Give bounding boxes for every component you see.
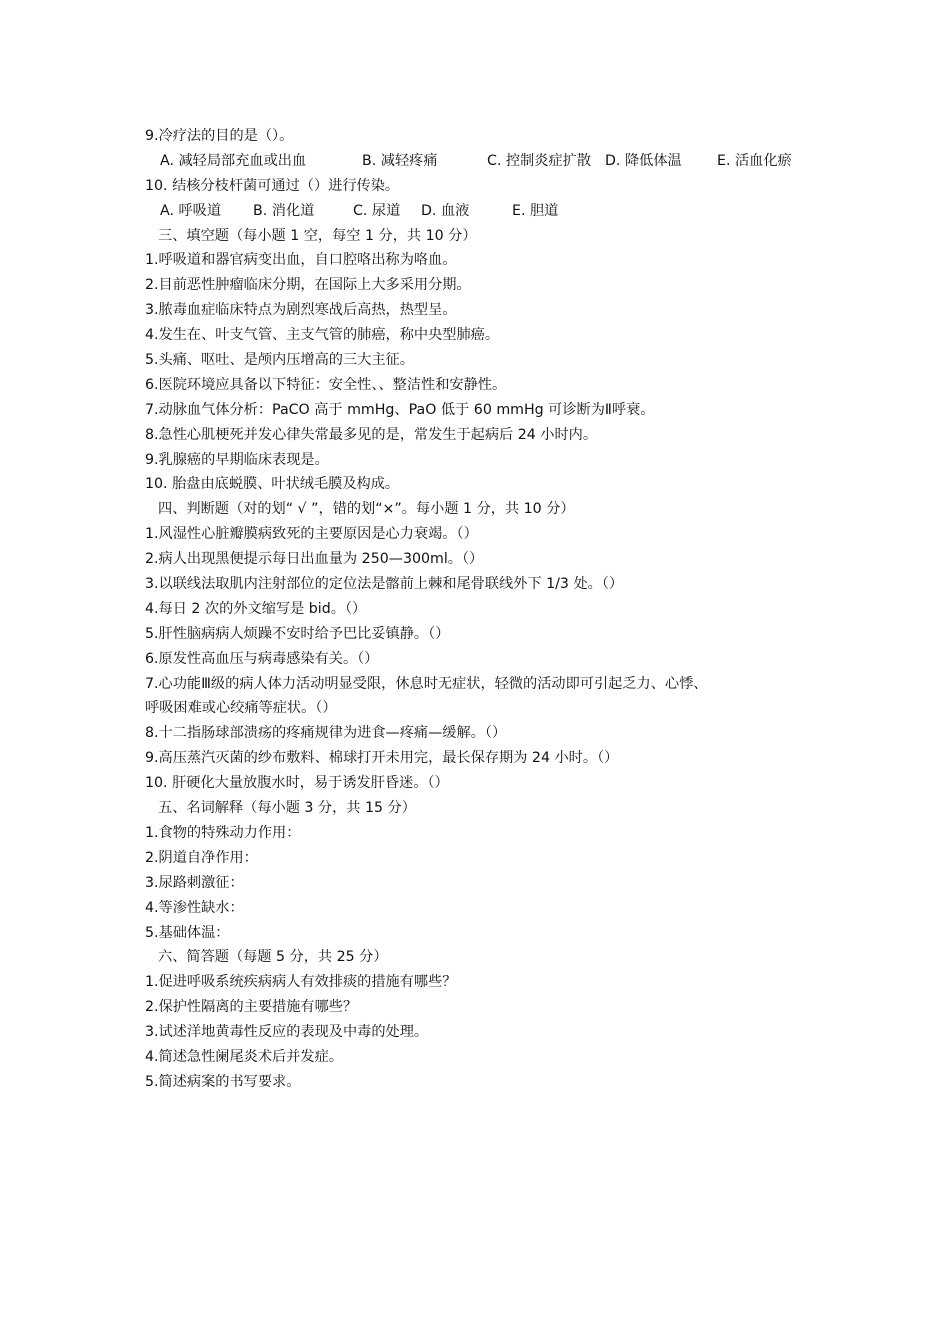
short-answer-item: 2.保护性隔离的主要措施有哪些？ (145, 999, 358, 1016)
option-e: E. 胆道 (512, 202, 559, 219)
term-item: 4.等渗性缺水： (145, 899, 244, 916)
judge-item: 10. 肝硬化大量放腹水时，易于诱发肝昏迷。（） (145, 775, 449, 792)
judge-item: 2.病人出现黑便提示每日出血量为 250—300ml。（） (145, 551, 484, 568)
section-heading-fill: 三、填空题（每小题 1 空，每空 1 分，共 10 分） (158, 227, 477, 244)
term-item: 1.食物的特殊动力作用： (145, 824, 301, 841)
fill-item: 3.脓毒血症临床特点为剧烈寒战后高热，热型呈。 (145, 302, 457, 319)
judge-item: 4.每日 2 次的外文缩写是 bid。（） (145, 600, 367, 617)
judge-item: 8.十二指肠球部溃疡的疼痛规律为进食—疼痛—缓解。（） (145, 725, 507, 742)
term-item: 3.尿路刺激征： (145, 874, 244, 891)
short-answer-item: 1.促进呼吸系统疾病病人有效排痰的措施有哪些？ (145, 974, 457, 991)
fill-item: 7.动脉血气体分析：PaCO 高于 mmHg、PaO 低于 60 mmHg 可诊断为Ⅱ呼衰。 (145, 401, 655, 418)
section-heading-short-answer: 六、简答题（每题 5 分，共 25 分） (158, 949, 388, 966)
option-a: A. 减轻局部充血或出血 (160, 152, 307, 169)
option-c: C. 控制炎症扩散 (487, 152, 592, 169)
judge-item-7-line-2: 呼吸困难或心绞痛等症状。（） (145, 700, 337, 717)
term-item: 2.阴道自净作用： (145, 849, 258, 866)
exam-content (145, 124, 835, 1095)
fill-item: 1.呼吸道和器官病变出血，自口腔咯出称为咯血。 (145, 252, 457, 269)
judge-item: 6.原发性高血压与病毒感染有关。（） (145, 650, 379, 667)
section-heading-judge: 四、判断题（对的划“ √ ”，错的划“×”。每小题 1 分，共 10 分） (158, 501, 575, 518)
section-heading-terms: 五、名词解释（每小题 3 分，共 15 分） (158, 800, 416, 817)
fill-item: 9.乳腺癌的早期临床表现是。 (145, 451, 329, 468)
fill-item: 4.发生在、叶支气管、主支气管的肺癌，称中央型肺癌。 (145, 327, 500, 344)
short-answer-item: 5.简述病案的书写要求。 (145, 1073, 301, 1090)
question-10-options (145, 199, 835, 224)
option-a: A. 呼吸道 (160, 202, 222, 219)
short-answer-item: 4.简述急性阑尾炎术后并发症。 (145, 1048, 343, 1065)
judge-item: 1.风湿性心脏瓣膜病致死的主要原因是心力衰竭。（） (145, 526, 478, 543)
short-answer-item: 3.试述洋地黄毒性反应的表现及中毒的处理。 (145, 1024, 429, 1041)
judge-item: 3.以联线法取肌内注射部位的定位法是髂前上棘和尾骨联线外下 1/3 处。（） (145, 576, 624, 593)
option-b: B. 减轻疼痛 (362, 152, 438, 169)
question-9-options (145, 149, 835, 174)
judge-item: 9.高压蒸汽灭菌的纱布敷料、棉球打开未用完，最长保存期为 24 小时。（） (145, 750, 619, 767)
judge-item-7-line-1: 7.心功能Ⅲ级的病人体力活动明显受限，休息时无症状，轻微的活动即可引起乏力、心悸、 (145, 675, 708, 692)
question-9-stem: 9.冷疗法的目的是（）。 (145, 128, 294, 144)
option-d: D. 血液 (421, 202, 470, 219)
question-10-stem: 10. 结核分枝杆菌可通过（）进行传染。 (145, 177, 400, 194)
fill-item: 6.医院环境应具备以下特征：安全性、、整洁性和安静性。 (145, 376, 507, 393)
fill-item: 5.头痛、呕吐、是颅内压增高的三大主征。 (145, 352, 414, 369)
term-item: 5.基础体温： (145, 924, 230, 941)
fill-item: 2.目前恶性肿瘤临床分期，在国际上大多采用分期。 (145, 277, 471, 294)
judge-item: 5.肝性脑病病人烦躁不安时给予巴比妥镇静。（） (145, 625, 450, 642)
option-c: C. 尿道 (353, 202, 401, 219)
fill-item: 8.急性心肌梗死并发心律失常最多见的是，常发生于起病后 24 小时内。 (145, 426, 598, 443)
option-e: E. 活血化瘀 (717, 152, 792, 169)
option-d: D. 降低体温 (605, 152, 682, 169)
option-b: B. 消化道 (253, 202, 315, 219)
fill-item: 10. 胎盘由底蜕膜、叶状绒毛膜及构成。 (145, 476, 400, 493)
